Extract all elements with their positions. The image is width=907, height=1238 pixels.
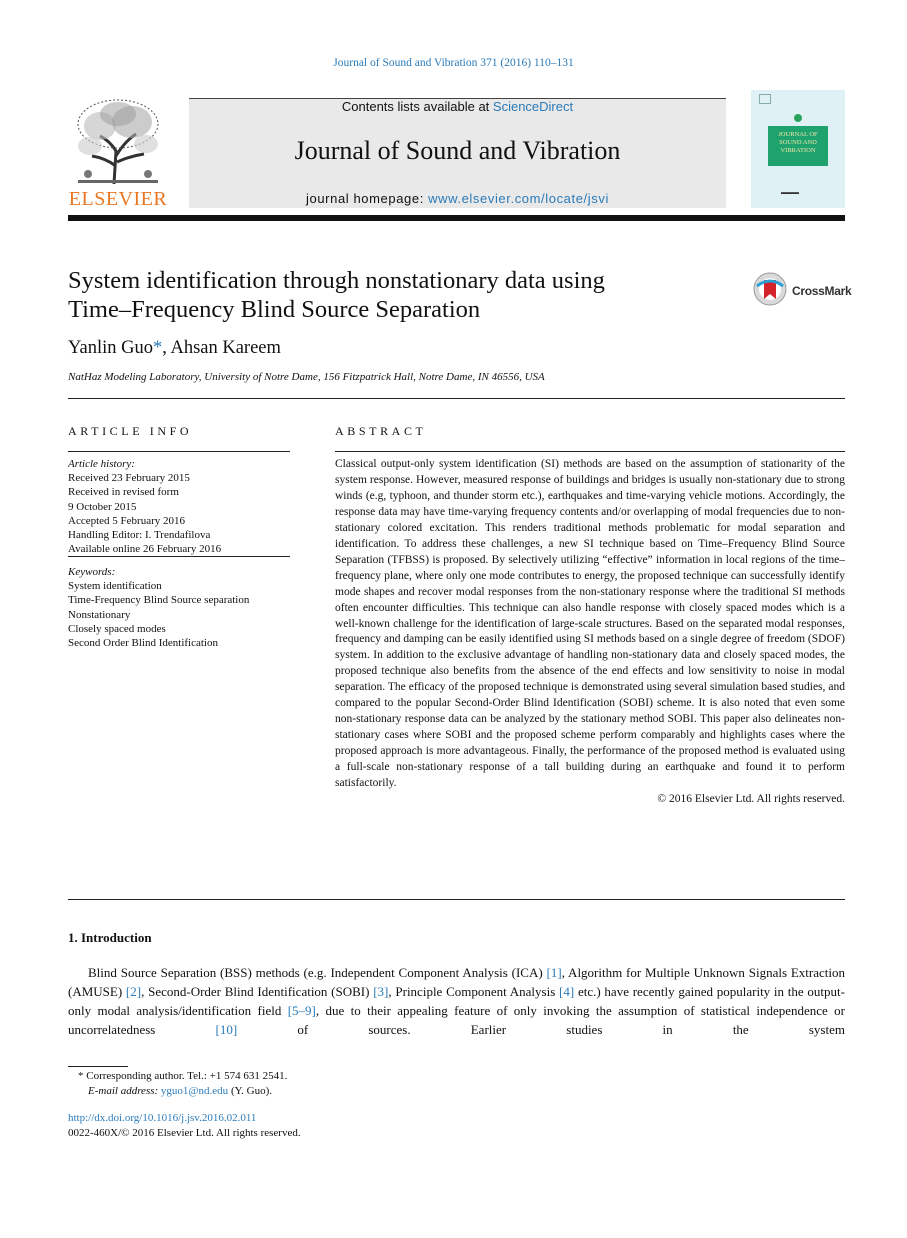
running-head[interactable]: Journal of Sound and Vibration 371 (2016) 110–131 xyxy=(333,57,574,69)
citation-link[interactable]: [2] xyxy=(125,984,142,999)
bottom-info xyxy=(68,1111,301,1140)
history-item: Handling Editor: I. Trendafilova xyxy=(68,529,211,542)
journal-name: Journal of Sound and Vibration xyxy=(294,136,621,165)
title-line-2: Time–Frequency Blind Source Separation xyxy=(68,296,481,323)
history-label: Article history: xyxy=(68,458,135,470)
title-line-1: System identification through nonstationary data using xyxy=(68,267,605,294)
homepage-link[interactable]: www.elsevier.com/locate/jsvi xyxy=(428,191,609,206)
author-separator: , xyxy=(162,338,171,358)
contents-line xyxy=(189,99,726,114)
intro-text-run: Blind Source Separation (BSS) methods (e.g. Independent Component Analysis (ICA) xyxy=(88,965,547,980)
crossmark-label: CrossMark xyxy=(792,284,852,298)
journal-banner xyxy=(189,98,726,208)
abstract-rule xyxy=(335,451,845,452)
cover-imprint-icon: ▬▬▬ xyxy=(781,190,799,196)
cover-title-panel xyxy=(768,126,828,166)
history-item: Received 23 February 2015 xyxy=(68,472,190,485)
corresponding-author-mark[interactable]: * xyxy=(152,338,163,358)
tree-icon xyxy=(70,96,166,186)
cover-line: SOUND AND xyxy=(779,139,817,146)
cover-line: JOURNAL OF xyxy=(778,131,818,138)
author-list xyxy=(68,338,281,359)
article-history xyxy=(68,457,290,556)
history-item: Received in revised form xyxy=(68,486,179,499)
affiliation: NatHaz Modeling Laboratory, University of Notre Dame, 156 Fitzpatrick Hall, Notre Dame, IN 46556, USA xyxy=(68,371,545,383)
keyword: Second Order Blind Identification xyxy=(68,637,218,650)
header-rule xyxy=(68,215,845,221)
history-item: Accepted 5 February 2016 xyxy=(68,514,185,527)
intro-text-run: of sources. Earlier studies in the system xyxy=(237,1022,845,1037)
email-suffix: (Y. Guo). xyxy=(228,1084,272,1097)
cover-line: VIBRATION xyxy=(780,147,816,154)
abstract-bottom-rule xyxy=(68,899,845,900)
article-info-heading: ARTICLE INFO xyxy=(68,424,193,438)
article-title xyxy=(68,266,728,324)
publisher-name: ELSEVIER xyxy=(68,188,168,210)
email-link[interactable]: yguo1@nd.edu xyxy=(160,1084,229,1097)
sciencedirect-link[interactable]: ScienceDirect xyxy=(492,99,574,114)
section-heading-introduction: 1. Introduction xyxy=(68,930,152,945)
article-info-rule xyxy=(68,451,290,452)
affiliation-rule xyxy=(68,398,845,399)
homepage-line xyxy=(189,191,726,206)
history-rule xyxy=(68,556,290,557)
history-item: 9 October 2015 xyxy=(68,500,137,513)
intro-text-run: etc.) have recently gained popularity in the output-only modal analysis/identification field xyxy=(68,984,845,1018)
author-name[interactable]: Ahsan Kareem xyxy=(170,338,281,358)
abstract-copyright: © 2016 Elsevier Ltd. All rights reserved. xyxy=(657,793,845,806)
homepage-prefix: journal homepage: xyxy=(306,191,429,206)
corresponding-text: Corresponding author. Tel.: +1 574 631 2541. xyxy=(86,1070,288,1082)
intro-text-run: , due to their appealing feature of only invoking the assumption of statistical independence or uncorrelatedness xyxy=(68,1003,845,1037)
abstract-text: Classical output-only system identification (SI) methods are based on the assumption of stationarity of the system response. However, measured response of buildings and bridges is usually non-stationary due to strong winds (e.g, typhoon, and thunder storm etc.), earthquakes and time-varying vehicle motions. Accordingly, the response data may have time-varying frequency contents and/or overlapping of modal frequencies due to non-stationary colored excitation. This renders traditional methods problematic for modal separation and identification. To address these challenges, a new SI technique based on Time–Frequency Blind Source Separation (TFBSS) is proposed. By selectively utilizing “effective” information in local regions of the time–frequency plane, where only one mode contributes to energy, the proposed technique can successfully identify mode shapes and recover modal responses from the non-stationary response where the traditional SI methods often encounter difficulties. This technique can also handle response with closely spaced modes which is a well-known challenge for the identification of large-scale structures. Based on the separated modal responses, frequency and damping can be easily identified using SI methods based on a single degree of freedom (SDOF) system. In addition to the exclusive advantage of handling non-stationary data and closely spaced modes, the proposed technique also benefits from the absence of the end effects and low sensitivity to noise in modal separation. The efficacy of the proposed technique is demonstrated using several simulation based studies, and compared to the popular Second-Order Blind Identification (SOBI) scheme. It is also noted that even some non-stationary response data can be analyzed by the stationary method SOBI. This paper also delineates non-stationary cases where SOBI and the proposed scheme perform comparably and highlights cases where the proposed approach is more advantageous. Finally, the performance of the proposed method is evaluated using a full-scale non-stationary response of a tall building during an earthquake and found it to perform satisfactorily. xyxy=(335,458,845,790)
crossmark-badge[interactable] xyxy=(753,272,852,310)
crossmark-icon xyxy=(753,272,787,306)
doi-link[interactable]: http://dx.doi.org/10.1016/j.jsv.2016.02.011 xyxy=(68,1112,257,1124)
citation-link[interactable]: [4] xyxy=(559,984,575,999)
keyword: Closely spaced modes xyxy=(68,622,166,635)
intro-text-run: , Principle Component Analysis xyxy=(388,984,560,999)
history-item: Available online 26 February 2016 xyxy=(68,543,222,556)
citation-link[interactable]: [5–9] xyxy=(287,1003,316,1018)
footnotes xyxy=(68,1069,668,1098)
elsevier-logo[interactable] xyxy=(68,96,168,211)
abstract-body xyxy=(335,457,845,808)
contents-prefix: Contents lists available at xyxy=(341,99,493,114)
keyword: Nonstationary xyxy=(68,608,131,621)
author-name[interactable]: Yanlin Guo xyxy=(68,338,153,358)
introduction-body xyxy=(68,963,845,1039)
abstract-heading: ABSTRACT xyxy=(335,424,427,438)
cover-mini-logo-icon xyxy=(759,94,771,104)
keywords-label: Keywords: xyxy=(68,566,116,578)
introduction-paragraph xyxy=(68,963,845,1039)
footnote-rule xyxy=(68,1066,128,1067)
corresponding-footnote xyxy=(68,1069,668,1084)
issn-line: 0022-460X/© 2016 Elsevier Ltd. All rights reserved. xyxy=(68,1126,301,1139)
journal-cover[interactable] xyxy=(751,90,845,208)
email-footnote xyxy=(68,1084,668,1099)
citation-link[interactable]: [1] xyxy=(546,965,562,980)
cover-emblem-icon xyxy=(794,114,802,122)
intro-text-run: , Second-Order Blind Identification (SOBI) xyxy=(141,984,374,999)
keywords xyxy=(68,565,290,650)
citation-link[interactable]: [10] xyxy=(215,1022,238,1037)
intro-text-run: , Algorithm for Multiple Unknown Signals Extraction (AMUSE) xyxy=(68,965,845,999)
keyword: Time-Frequency Blind Source separation xyxy=(68,594,250,607)
email-label: E-mail address: xyxy=(88,1084,161,1097)
citation-link[interactable]: [3] xyxy=(373,984,389,999)
keyword: System identification xyxy=(68,580,162,593)
footnote-mark: * xyxy=(78,1070,87,1082)
